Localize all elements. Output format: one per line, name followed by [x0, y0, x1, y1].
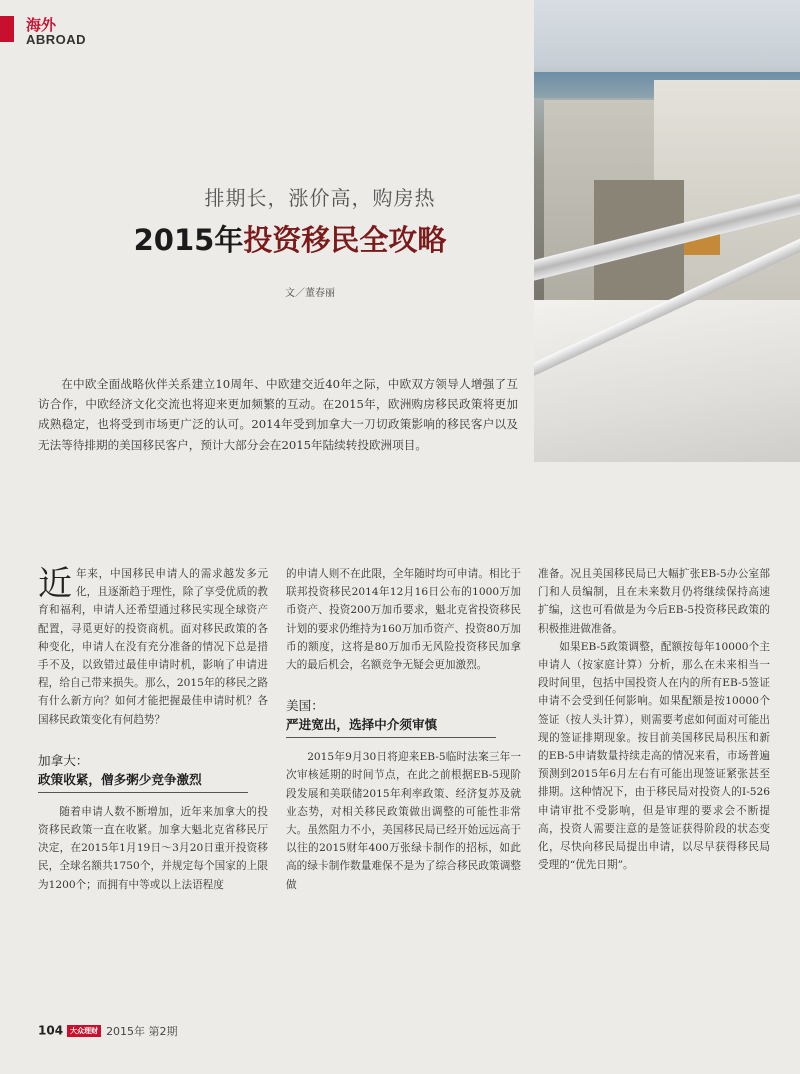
eb5-quota-paragraph: 如果EB-5政策调整，配额按每年10000个主申请人（按家庭计算）分析，那么在未来相当一段时间里，包括中国投资人在内的所有EB-5签证申请不会受到任何影响。如果配额是按10000个签证（按人头计算），则需要考虑如何面对可能出现的签证排期现象。按目前美国移民局积压和新的EB-5申请数量持续走高的情况来看，市场普遍预测到2015年6月左右有可能出现签证紧张甚至排期。这种情况下，由于移民局对投资人的I-526申请审批不受影响，但是审理的要求会不断提高，投资人需要注意的是签证获得阶段的状态变化，尽快向移民局提出申请，以尽早获得移民局受理的“优先日期”。: [538, 640, 770, 872]
subhead-usa: [286, 696, 521, 738]
title-highlight: 投资移民全攻略: [243, 223, 447, 257]
subhead-usa-country: 美国：: [286, 698, 324, 714]
article-subtitle: 排期长，涨价高，购房热: [204, 186, 436, 210]
usa-paragraph-continued: 准备。况且美国移民局已大幅扩张EB-5办公室部门和人员编制，且在未来数月仍将继续保持高速扩编，这也可看做是为今后EB-5投资移民政策的积极推进做准备。: [538, 568, 770, 635]
magazine-logo: 大众理财: [67, 1025, 101, 1037]
page-number: 104: [38, 1023, 64, 1038]
lead-paragraph-text: 年来，中国移民申请人的需求越发多元化，且逐渐趋于理性，除了享受优质的教育和福利，申请人还希望通过移民实现全球资产配置，寻觅更好的投资商机。面对移民政策的各种变化，申请人在没有充分准备的情况下总是措手不及，以致错过最佳申请时机，影响了申请进程，给自己带来损失。那么，2015年的移民之路有什么新方向？如何才能把握最佳申请时机？各国移民政策变化有何趋势？: [38, 568, 268, 726]
subhead-canada: [38, 751, 268, 793]
subhead-canada-title: 政策收紧，僧多粥少竞争激烈: [38, 771, 202, 787]
drop-cap: 近: [38, 564, 72, 604]
balcony-city-photo: [534, 0, 800, 462]
article-title: [60, 218, 520, 259]
column-2: [286, 565, 521, 894]
section-label-cn: 海外: [26, 16, 57, 34]
page-footer: [38, 1020, 178, 1036]
column-3: [538, 565, 770, 874]
column-1: [38, 565, 268, 894]
section-label-en: ABROAD: [26, 32, 87, 47]
issue-label: 2015年 第2期: [106, 1024, 178, 1038]
photo-balcony-floor: [534, 300, 800, 462]
lead-paragraph: [38, 565, 268, 729]
canada-paragraph: 随着申请人数不断增加，近年来加拿大的投资移民政策一直在收紧。加拿大魁北克省移民厅决定，在2015年1月19日～3月20日重开投资移民，全球名额共1750个，并规定每个国家的上限为1200个；而拥有中等或以上法语程度: [38, 805, 268, 891]
subhead-usa-title: 严进宽出，选择中介须审慎: [286, 717, 438, 733]
intro-paragraph: 在中欧全面战略伙伴关系建立10周年、中欧建交近40年之际，中欧双方领导人增强了互访合作，中欧经济文化交流也将迎来更加频繁的互动。在2015年，欧洲购房移民政策将更加成熟稳定，也将受到市场更广泛的认可。2014年受到加拿大一刀切政策影响的移民客户以及无法等待排期的美国移民客户，预计大部分会在2015年陆续转投欧洲项目。: [38, 376, 518, 452]
subhead-rule: [38, 792, 248, 793]
title-year: 2015年: [133, 223, 244, 257]
author-byline: 文／董春丽: [285, 288, 335, 299]
usa-paragraph: 2015年9月30日将迎来EB-5临时法案三年一次审核延期的时间节点，在此之前根据EB-5现阶段发展和美联储2015年利率政策、经济复苏及就业态势，对相关移民政策做出调整的可能性非常大。虽然阻力不小，美国移民局已经开始远远高于以往的2015财年400万张绿卡制作的招标，如此高的绿卡制作数量难保不是为了综合移民政策调整做: [286, 751, 521, 891]
subhead-rule: [286, 737, 496, 738]
section-color-bar: [0, 16, 14, 42]
canada-paragraph-continued: 的申请人则不在此限，全年随时均可申请。相比于联邦投资移民2014年12月16日公布的1000万加币资产、投资200万加币要求，魁北克省投资移民计划的要求仍维持为160万加币资产、投资80万加币的额度，这将是80万加币无风险投资移民加拿大的最后机会，名额竞争无疑会更加激烈。: [286, 568, 521, 672]
subhead-canada-country: 加拿大：: [38, 752, 89, 768]
